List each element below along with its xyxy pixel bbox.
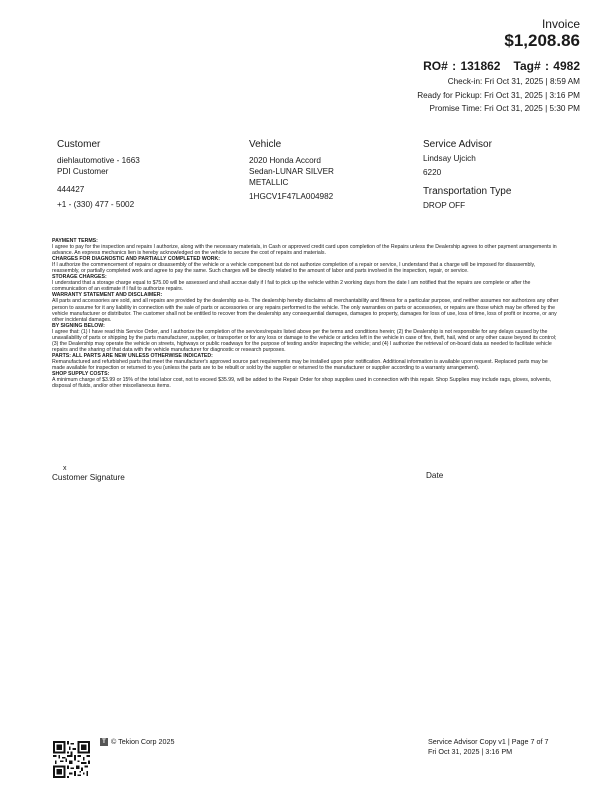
date-label: Date <box>426 471 444 480</box>
customer-type: PDI Customer <box>57 167 109 176</box>
copy-page-info: Service Advisor Copy v1 | Page 7 of 7 <box>428 737 549 746</box>
footer-copyright <box>100 737 175 746</box>
signing-text: I agree that: (1) I have read this Service Order, and I authorize the completion of the services/repairs listed above per the terms and conditions herein; (2) the Dealership is not responsible for any delays caused by the unavailability of parts or shipping by the parts manufacturer, supplier, or transporter or for any loss or damage to the vehicle or articles left in the vehicle in case of fire, theft, hail, wind or any other cause beyond its control; (3) the Dealership may operate the vehicle on streets, highways or public roadways for the purpose of testing and/or inspecting the vehicle; and (4) I authorize the retrieval of on-board data as needed to facilitate vehicle repairs and the sharing of that data with the vehicle manufacturer for diagnostic or research purposes. <box>52 328 557 353</box>
storage-charges-heading: STORAGE CHARGES: <box>52 274 107 281</box>
shop-supply-heading: SHOP SUPPLY COSTS: <box>52 371 110 378</box>
check-in-time: Check-in: Fri Oct 31, 2025 | 8:59 AM <box>447 77 580 86</box>
storage-charges-text: I understand that a storage charge equal to $75.00 will be assessed and shall accrue daily if I fail to pick up the vehicle within 2 working days from the date I am notified that the repairs are complete or after the communication of an estimate if I fail to authorize repairs. <box>52 280 531 293</box>
copyright-text: © Tekion Corp 2025 <box>111 737 175 746</box>
payment-terms-heading: PAYMENT TERMS: <box>52 238 98 244</box>
transportation-value: DROP OFF <box>423 201 466 210</box>
ready-for-pickup-time: Ready for Pickup: Fri Oct 31, 2025 | 3:16 PM <box>417 91 580 100</box>
customer-name: diehlautomotive - 1663 <box>57 156 140 165</box>
promise-time: Promise Time: Fri Oct 31, 2025 | 5:30 PM <box>429 104 580 113</box>
terms-section <box>52 238 560 389</box>
warranty-heading: WARRANTY STATEMENT AND DISCLAIMER: <box>52 292 163 299</box>
invoice-total: $1,208.86 <box>504 31 580 50</box>
diagnostic-charges-text: If I authorize the commencement of repairs or disassembly of the vehicle or a vehicle component but do not authorize completion of a repair or service, I understand that a charge will be imposed for disassembly, reassembly, or partially completed work and agree to pay the same. Such charges will be directly related to the amount of labor and parts involved in the inspection, repair, or service. <box>52 262 536 275</box>
signing-heading: BY SIGNING BELOW: <box>52 322 105 329</box>
customer-phone: +1 - (330) 477 - 5002 <box>57 200 135 209</box>
vehicle-trim: Sedan-LUNAR SILVER <box>249 167 334 176</box>
customer-heading: Customer <box>57 139 101 150</box>
customer-id: 444427 <box>57 185 85 194</box>
warranty-text: All parts and accessories are sold, and all repairs are provided by the dealership as-is. The dealership hereby disclaims all merchantability and fitness for a particular purpose, and neither assumes nor authorizes any other person to assume for it any liability in connection with the sale of parts or accessories or any repairs performed to the vehicle. The only warranties on parts or accessories, or repairs are those which may be offered by the vehicle manufacturer or distributor. The customer shall not be entitled to recover from the dealership any consequential damages, damages to property, damages for loss of use, loss of time, loss of profit or income, or any other incidental damages. <box>52 298 559 323</box>
shop-supply-text: A minimum charge of $3.99 or 15% of the total labor cost, not to exceed $35.99, will be added to the Repair Order for shop supplies used in connection with this repair. Shop Supplies may include rags, gloves, solvents, disposal of fluids, and/or other miscellaneous items. <box>52 377 552 390</box>
footer-page-info <box>428 737 549 757</box>
service-advisor-section <box>423 139 583 211</box>
customer-signature-label: Customer Signature <box>52 473 125 482</box>
tag-label: Tag# : <box>513 59 549 73</box>
service-advisor-heading: Service Advisor <box>423 139 492 150</box>
parts-heading: PARTS: ALL PARTS ARE NEW UNLESS OTHERWISE INDICATED: <box>52 352 213 359</box>
service-advisor-name: Lindsay Ujcich <box>423 154 476 163</box>
qr-code <box>53 741 90 778</box>
ro-label: RO# : <box>423 59 457 73</box>
payment-terms-text: I agree to pay for the inspection and repairs I authorize, along with the necessary materials, in Cash or approved credit card upon completion of the Repairs unless the Dealership agrees to other payment arrangements in advance. An express mechanics lien is hereby acknowledged on the vehicle to secure the cost of repairs and materials. <box>52 244 557 257</box>
vehicle-heading: Vehicle <box>249 139 282 150</box>
parts-text: Remanufactured and refurbished parts that meet the manufacturer's approved source part requirements may be installed upon prior notification. Additional information is available upon request. Replaced parts may be made available for inspection or returned to you (unless the parts are to be rebuilt or sold by the supplier or returned to the manufacturer or supplier according to a warranty arrangement). <box>52 358 548 371</box>
tag-number: 4982 <box>553 59 580 73</box>
vehicle-vin: 1HGCV1F47LA004982 <box>249 192 334 201</box>
vehicle-model: 2020 Honda Accord <box>249 156 321 165</box>
transportation-heading: Transportation Type <box>423 186 512 197</box>
customer-section <box>57 139 207 210</box>
signature-x-mark: x <box>63 465 67 472</box>
service-advisor-id: 6220 <box>423 168 442 177</box>
invoice-label: Invoice <box>541 17 580 31</box>
ro-number: 131862 <box>460 59 501 73</box>
vehicle-color: METALLIC <box>249 178 289 187</box>
diagnostic-charges-heading: CHARGES FOR DIAGNOSTIC AND PARTIALLY COMPLETED WORK: <box>52 256 221 263</box>
tekion-logo-icon: T <box>100 738 108 746</box>
printed-timestamp: Fri Oct 31, 2025 | 3:16 PM <box>428 747 513 756</box>
vehicle-section <box>249 139 389 202</box>
ro-tag-line <box>423 59 580 73</box>
